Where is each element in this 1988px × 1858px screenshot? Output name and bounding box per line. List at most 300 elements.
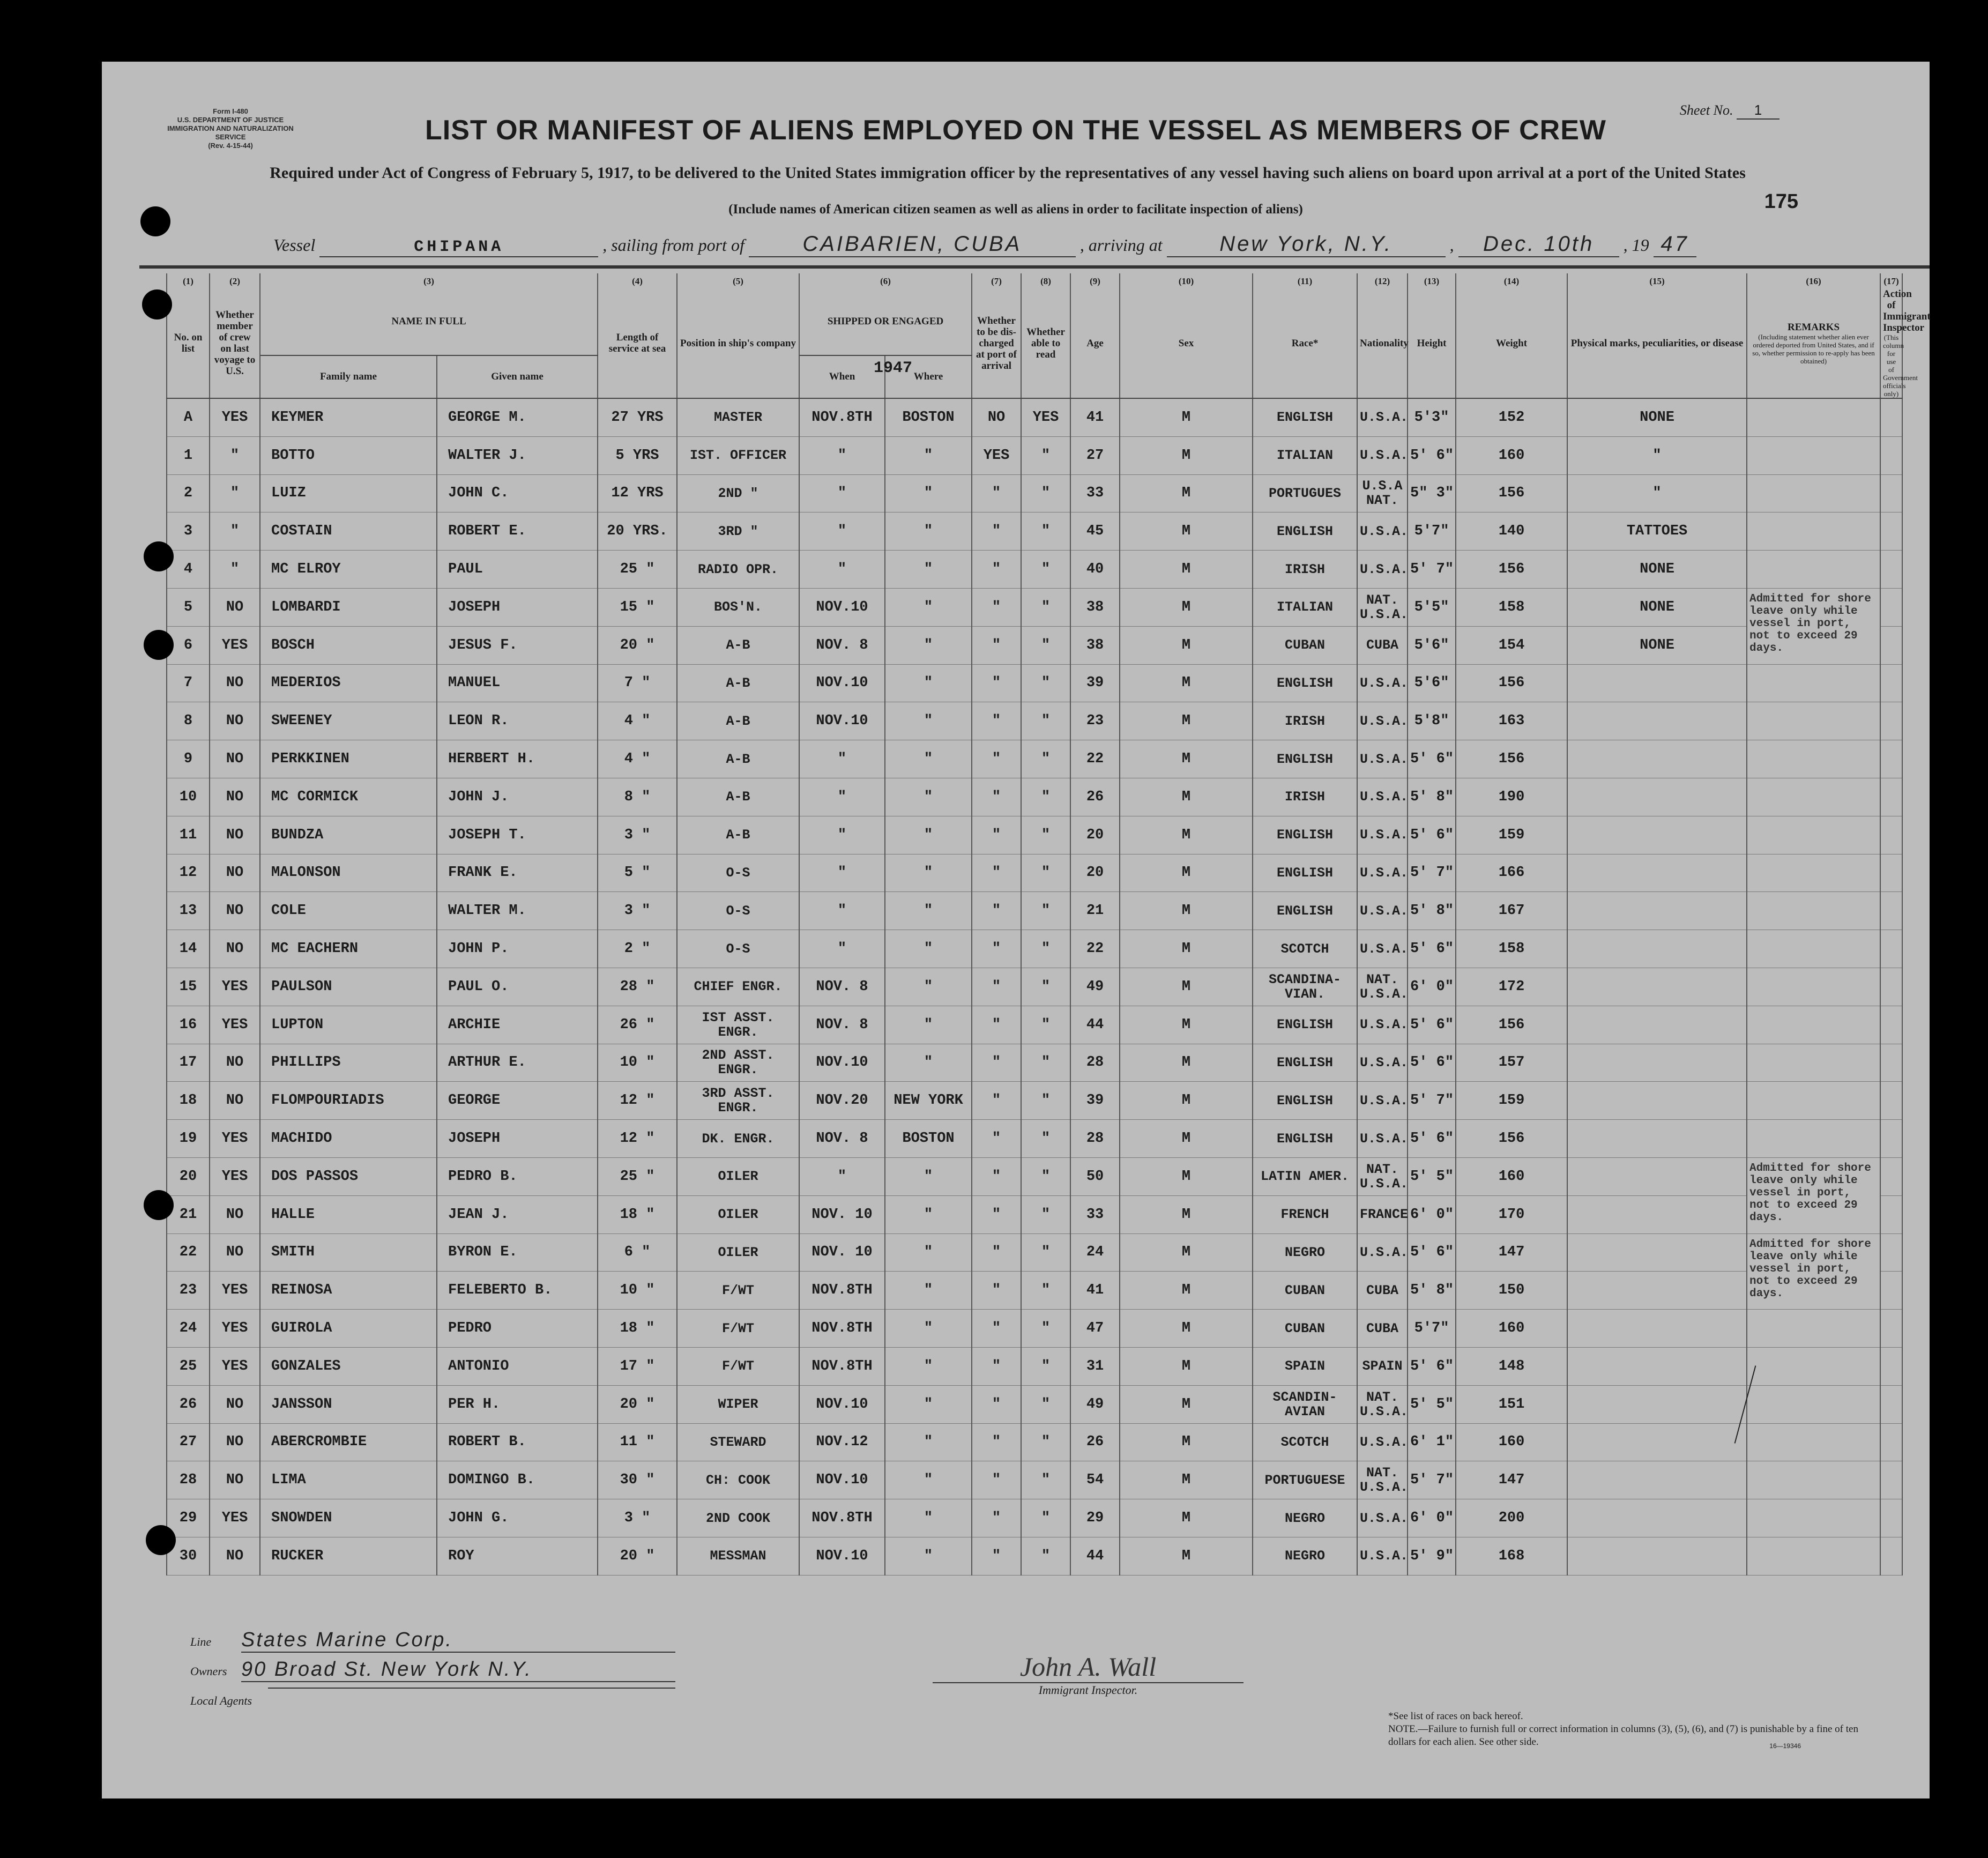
cell-weight: 158 [1456, 930, 1567, 968]
cell-remarks [1747, 1347, 1880, 1385]
cell-given-name: BYRON E. [437, 1233, 598, 1272]
cell-length-of-service: 20 " [598, 1385, 677, 1423]
cell-last-voyage: NO [210, 1044, 260, 1082]
cell-nationality: U.S.A. [1357, 740, 1408, 778]
cell-shipped-where: BOSTON [885, 1120, 972, 1158]
cell-last-voyage: " [210, 551, 260, 589]
cell-discharged: " [972, 1044, 1021, 1082]
cell-sex: M [1120, 1082, 1253, 1120]
cell-last-voyage: YES [210, 1499, 260, 1537]
cell-last-voyage: NO [210, 588, 260, 626]
cell-race: FRENCH [1253, 1195, 1357, 1233]
cell-weight: 156 [1456, 664, 1567, 702]
cell-given-name: PER H. [437, 1385, 598, 1423]
sheet-number-value: 1 [1737, 102, 1779, 120]
cell-row-number: A [167, 398, 210, 436]
cell-discharged: " [972, 512, 1021, 551]
crew-row [167, 1385, 1902, 1423]
cell-remarks [1747, 930, 1880, 968]
cell-row-number: 13 [167, 892, 210, 930]
col-number: (1) [167, 273, 210, 288]
cell-row-number: 21 [167, 1195, 210, 1233]
cell-discharged: " [972, 1537, 1021, 1575]
cell-length-of-service: 18 " [598, 1195, 677, 1233]
cell-inspector-action [1880, 436, 1902, 474]
cell-last-voyage: NO [210, 930, 260, 968]
cell-able-to-read: " [1021, 474, 1070, 512]
cell-family-name: COSTAIN [260, 512, 437, 551]
cell-height: 5' 6" [1408, 930, 1456, 968]
cell-position: MESSMAN [677, 1537, 799, 1575]
cell-height: 6' 0" [1408, 1195, 1456, 1233]
cell-family-name: PAULSON [260, 968, 437, 1006]
cell-family-name: SNOWDEN [260, 1499, 437, 1537]
cell-age: 20 [1070, 816, 1120, 854]
cell-length-of-service: 10 " [598, 1044, 677, 1082]
cell-inspector-action [1880, 626, 1902, 664]
cell-discharged: " [972, 1120, 1021, 1158]
owners-value: 90 Broad St. New York N.Y. [241, 1658, 675, 1682]
cell-last-voyage: NO [210, 740, 260, 778]
cell-length-of-service: 27 YRS [598, 398, 677, 436]
cell-inspector-action [1880, 1499, 1902, 1537]
cell-given-name: JOHN C. [437, 474, 598, 512]
cell-age: 24 [1070, 1233, 1120, 1272]
cell-nationality: U.S.A. [1357, 1537, 1408, 1575]
cell-position: A-B [677, 778, 799, 816]
cell-discharged: " [972, 1385, 1021, 1423]
cell-row-number: 11 [167, 816, 210, 854]
cell-able-to-read: " [1021, 1461, 1070, 1499]
cell-remarks [1747, 1082, 1880, 1120]
cell-family-name: MC EACHERN [260, 930, 437, 968]
cell-height: 5' 6" [1408, 816, 1456, 854]
cell-sex: M [1120, 930, 1253, 968]
cell-age: 27 [1070, 436, 1120, 474]
cell-race: IRISH [1253, 702, 1357, 740]
cell-given-name: DOMINGO B. [437, 1461, 598, 1499]
cell-able-to-read: " [1021, 1233, 1070, 1272]
cell-inspector-action [1880, 1157, 1902, 1195]
cell-row-number: 26 [167, 1385, 210, 1423]
col-number: (12) [1357, 273, 1408, 288]
cell-nationality: NAT. U.S.A. [1357, 1157, 1408, 1195]
crew-row [167, 551, 1902, 589]
cell-position: 3RD " [677, 512, 799, 551]
cell-inspector-action [1880, 778, 1902, 816]
cell-physical-marks [1567, 1461, 1747, 1499]
binder-hole [144, 630, 174, 660]
cell-sex: M [1120, 778, 1253, 816]
cell-inspector-action [1880, 892, 1902, 930]
cell-family-name: SMITH [260, 1233, 437, 1272]
crew-row [167, 1120, 1902, 1158]
cell-able-to-read: " [1021, 512, 1070, 551]
cell-family-name: MACHIDO [260, 1120, 437, 1158]
cell-given-name: JOSEPH [437, 1120, 598, 1158]
cell-sex: M [1120, 1537, 1253, 1575]
crew-row [167, 1310, 1902, 1348]
cell-inspector-action [1880, 702, 1902, 740]
header-position: Position in ship's company [677, 288, 799, 398]
cell-height: 5'5" [1408, 588, 1456, 626]
cell-age: 45 [1070, 512, 1120, 551]
cell-age: 28 [1070, 1044, 1120, 1082]
cell-inspector-action [1880, 1385, 1902, 1423]
crew-row [167, 588, 1902, 626]
cell-given-name: WALTER M. [437, 892, 598, 930]
department-name: U.S. DEPARTMENT OF JUSTICE [177, 116, 284, 124]
cell-able-to-read: " [1021, 1157, 1070, 1195]
vessel-label: Vessel [273, 235, 316, 255]
cell-shipped-when: NOV.8TH [799, 1272, 885, 1310]
local-agents-field [190, 1694, 683, 1715]
cell-physical-marks [1567, 740, 1747, 778]
cell-family-name: REINOSA [260, 1272, 437, 1310]
cell-height: 5'3" [1408, 398, 1456, 436]
cell-race: SCOTCH [1253, 930, 1357, 968]
cell-inspector-action [1880, 551, 1902, 589]
col-number: (16) [1747, 273, 1880, 288]
cell-position: CHIEF ENGR. [677, 968, 799, 1006]
col-number: (17) [1880, 273, 1902, 288]
crew-row [167, 626, 1902, 664]
cell-able-to-read: " [1021, 1120, 1070, 1158]
cell-discharged: " [972, 968, 1021, 1006]
header-rule [139, 265, 1930, 269]
cell-height: 5'7" [1408, 1310, 1456, 1348]
owners-field [190, 1658, 683, 1686]
crew-row [167, 398, 1902, 436]
cell-last-voyage: YES [210, 1272, 260, 1310]
cell-weight: 160 [1456, 1157, 1567, 1195]
cell-given-name: GEORGE M. [437, 398, 598, 436]
cell-physical-marks: NONE [1567, 398, 1747, 436]
cell-last-voyage: YES [210, 1157, 260, 1195]
cell-discharged: " [972, 702, 1021, 740]
cell-discharged: " [972, 1423, 1021, 1461]
cell-physical-marks [1567, 1499, 1747, 1537]
cell-race: CUBAN [1253, 1310, 1357, 1348]
inspector-signature: John A. Wall [933, 1651, 1244, 1683]
header-physical-marks: Physical marks, peculiarities, or disease [1567, 288, 1747, 398]
cell-length-of-service: 3 " [598, 892, 677, 930]
cell-position: MASTER [677, 398, 799, 436]
cell-age: 44 [1070, 1006, 1120, 1044]
cell-nationality: U.S.A. [1357, 664, 1408, 702]
cell-sex: M [1120, 1044, 1253, 1082]
cell-weight: 156 [1456, 551, 1567, 589]
cell-sex: M [1120, 1120, 1253, 1158]
cell-race: ENGLISH [1253, 816, 1357, 854]
crew-row [167, 1006, 1902, 1044]
cell-position: IST ASST. ENGR. [677, 1006, 799, 1044]
cell-position: A-B [677, 626, 799, 664]
cell-row-number: 7 [167, 664, 210, 702]
cell-row-number: 4 [167, 551, 210, 589]
port-to: New York, N.Y. [1167, 232, 1446, 257]
cell-height: 5' 8" [1408, 778, 1456, 816]
cell-last-voyage: YES [210, 1120, 260, 1158]
cell-shipped-when: NOV.10 [799, 1461, 885, 1499]
cell-length-of-service: 12 " [598, 1082, 677, 1120]
cell-age: 22 [1070, 930, 1120, 968]
cell-length-of-service: 4 " [598, 702, 677, 740]
cell-inspector-action [1880, 816, 1902, 854]
cell-length-of-service: 6 " [598, 1233, 677, 1272]
cell-shipped-where: " [885, 512, 972, 551]
cell-family-name: GONZALES [260, 1347, 437, 1385]
cell-height: 5" 3" [1408, 474, 1456, 512]
cell-inspector-action [1880, 740, 1902, 778]
header-shipped-engaged: SHIPPED OR ENGAGED [799, 288, 972, 355]
cell-shipped-where: " [885, 854, 972, 892]
cell-length-of-service: 10 " [598, 1272, 677, 1310]
cell-race: SPAIN [1253, 1347, 1357, 1385]
cell-family-name: MEDERIOS [260, 664, 437, 702]
document-title: LIST OR MANIFEST OF ALIENS EMPLOYED ON THE VESSEL AS MEMBERS OF CREW [425, 115, 1606, 146]
cell-shipped-when: NOV.8TH [799, 1499, 885, 1537]
cell-age: 29 [1070, 1499, 1120, 1537]
cell-inspector-action [1880, 1537, 1902, 1575]
cell-age: 23 [1070, 702, 1120, 740]
cell-nationality: SPAIN [1357, 1347, 1408, 1385]
cell-position: OILER [677, 1157, 799, 1195]
header-sex: Sex [1120, 288, 1253, 398]
cell-row-number: 24 [167, 1310, 210, 1348]
cell-family-name: PERKKINEN [260, 740, 437, 778]
cell-position: A-B [677, 816, 799, 854]
footer-notes [1388, 1710, 1881, 1749]
cell-age: 33 [1070, 474, 1120, 512]
cell-sex: M [1120, 892, 1253, 930]
cell-position: 3RD ASST. ENGR. [677, 1082, 799, 1120]
cell-nationality: U.S.A. [1357, 854, 1408, 892]
cell-age: 41 [1070, 398, 1120, 436]
cell-height: 5' 7" [1408, 1082, 1456, 1120]
cell-last-voyage: " [210, 512, 260, 551]
cell-inspector-action [1880, 1006, 1902, 1044]
remarks-note: (Including statement whether alien ever ordered deported from United States, and if so, whether permission to re-apply has been obtained) [1752, 332, 1875, 365]
cell-given-name: ROBERT E. [437, 512, 598, 551]
cell-able-to-read: " [1021, 1537, 1070, 1575]
cell-position: STEWARD [677, 1423, 799, 1461]
cell-discharged: " [972, 551, 1021, 589]
cell-length-of-service: 25 " [598, 1157, 677, 1195]
header-last-voyage: Whether member of crew on last voyage to U.S. [210, 288, 260, 398]
col-number: (9) [1070, 273, 1120, 288]
cell-row-number: 5 [167, 588, 210, 626]
binder-hole [146, 1525, 176, 1555]
manifest-rows [167, 398, 1902, 1575]
sailing-label: , sailing from port of [602, 235, 744, 255]
cell-race: NEGRO [1253, 1233, 1357, 1272]
cell-shipped-where: " [885, 551, 972, 589]
service-name: IMMIGRATION AND NATURALIZATION SERVICE [167, 124, 294, 141]
cell-age: 39 [1070, 664, 1120, 702]
cell-inspector-action [1880, 854, 1902, 892]
cell-able-to-read: " [1021, 436, 1070, 474]
cell-physical-marks [1567, 930, 1747, 968]
cell-shipped-when: NOV.10 [799, 1044, 885, 1082]
cell-sex: M [1120, 1157, 1253, 1195]
cell-race: ENGLISH [1253, 740, 1357, 778]
col-number: (6) [799, 273, 972, 288]
cell-physical-marks [1567, 778, 1747, 816]
cell-race: SCANDIN-AVIAN [1253, 1385, 1357, 1423]
crew-row [167, 1082, 1902, 1120]
cell-inspector-action [1880, 474, 1902, 512]
cell-physical-marks [1567, 1310, 1747, 1348]
cell-inspector-action [1880, 1310, 1902, 1348]
cell-race: ENGLISH [1253, 892, 1357, 930]
cell-age: 54 [1070, 1461, 1120, 1499]
cell-sex: M [1120, 702, 1253, 740]
cell-race: ENGLISH [1253, 1120, 1357, 1158]
cell-last-voyage: NO [210, 1233, 260, 1272]
cell-shipped-when: NOV.20 [799, 1082, 885, 1120]
cell-physical-marks [1567, 1272, 1747, 1310]
cell-given-name: JOSEPH [437, 588, 598, 626]
cell-length-of-service: 28 " [598, 968, 677, 1006]
cell-discharged: " [972, 664, 1021, 702]
cell-remarks [1747, 740, 1880, 778]
cell-age: 49 [1070, 1385, 1120, 1423]
cell-able-to-read: " [1021, 588, 1070, 626]
document-subnote: (Include names of American citizen seamen as well as aliens in order to facilitate inspection of aliens) [728, 202, 1303, 217]
cell-nationality: NAT. U.S.A. [1357, 1461, 1408, 1499]
cell-length-of-service: 26 " [598, 1006, 677, 1044]
cell-shipped-when: " [799, 892, 885, 930]
col-number: (10) [1120, 273, 1253, 288]
cell-length-of-service: 18 " [598, 1310, 677, 1348]
cell-last-voyage: NO [210, 1461, 260, 1499]
cell-height: 5'8" [1408, 702, 1456, 740]
cell-sex: M [1120, 398, 1253, 436]
cell-row-number: 2 [167, 474, 210, 512]
cell-row-number: 12 [167, 854, 210, 892]
manifest-sheet [102, 62, 1930, 1798]
cell-sex: M [1120, 816, 1253, 854]
cell-shipped-where: " [885, 436, 972, 474]
cell-race: ITALIAN [1253, 436, 1357, 474]
cell-weight: 157 [1456, 1044, 1567, 1082]
cell-weight: 156 [1456, 474, 1567, 512]
col-number: (4) [598, 273, 677, 288]
cell-shipped-where: " [885, 778, 972, 816]
cell-discharged: NO [972, 398, 1021, 436]
cell-physical-marks [1567, 1082, 1747, 1120]
cell-shipped-where: " [885, 1537, 972, 1575]
cell-shipped-where: NEW YORK [885, 1082, 972, 1120]
cell-physical-marks: NONE [1567, 626, 1747, 664]
column-header-row [167, 288, 1902, 355]
vessel-line: Vessel CHIPANA , sailing from port of CAIBARIEN, CUBA , arriving at New York, N.Y. , Dec. 10th , 19 47 [273, 232, 1860, 257]
cell-shipped-where: " [885, 1310, 972, 1348]
cell-age: 22 [1070, 740, 1120, 778]
cell-last-voyage: NO [210, 1195, 260, 1233]
year-prefix: , 19 [1623, 235, 1649, 255]
cell-given-name: JOHN J. [437, 778, 598, 816]
cell-length-of-service: 3 " [598, 1499, 677, 1537]
cell-remarks [1747, 436, 1880, 474]
cell-remarks [1747, 1385, 1880, 1423]
vessel-name: CHIPANA [319, 238, 598, 257]
cell-given-name: PAUL O. [437, 968, 598, 1006]
cell-family-name: PHILLIPS [260, 1044, 437, 1082]
cell-height: 5' 6" [1408, 436, 1456, 474]
cell-height: 5' 9" [1408, 1537, 1456, 1575]
cell-remarks [1747, 1044, 1880, 1082]
cell-row-number: 18 [167, 1082, 210, 1120]
cell-position: A-B [677, 664, 799, 702]
cell-discharged: " [972, 474, 1021, 512]
cell-remarks [1747, 702, 1880, 740]
cell-given-name: ARCHIE [437, 1006, 598, 1044]
cell-shipped-when: " [799, 740, 885, 778]
cell-row-number: 23 [167, 1272, 210, 1310]
owners-label: Owners [190, 1664, 227, 1678]
cell-weight: 147 [1456, 1233, 1567, 1272]
cell-able-to-read: " [1021, 854, 1070, 892]
cell-height: 5' 7" [1408, 1461, 1456, 1499]
arriving-label: , arriving at [1079, 235, 1163, 255]
cell-shipped-where: " [885, 1461, 972, 1499]
cell-discharged: " [972, 1157, 1021, 1195]
crew-row [167, 1272, 1902, 1310]
cell-physical-marks [1567, 1423, 1747, 1461]
cell-able-to-read: " [1021, 1044, 1070, 1082]
cell-position: F/WT [677, 1310, 799, 1348]
cell-sex: M [1120, 740, 1253, 778]
cell-row-number: 10 [167, 778, 210, 816]
cell-length-of-service: 11 " [598, 1423, 677, 1461]
cell-position: A-B [677, 740, 799, 778]
local-agents-label: Local Agents [190, 1694, 252, 1707]
header-where: Where [885, 355, 972, 398]
cell-age: 20 [1070, 854, 1120, 892]
cell-discharged: YES [972, 436, 1021, 474]
cell-shipped-when: NOV.10 [799, 588, 885, 626]
crew-row [167, 854, 1902, 892]
cell-weight: 151 [1456, 1385, 1567, 1423]
cell-race: ENGLISH [1253, 1006, 1357, 1044]
cell-position: OILER [677, 1233, 799, 1272]
cell-shipped-when: " [799, 512, 885, 551]
cell-sex: M [1120, 1423, 1253, 1461]
cell-physical-marks: " [1567, 474, 1747, 512]
binder-hole [142, 289, 172, 319]
cell-shipped-where: " [885, 664, 972, 702]
cell-given-name: ARTHUR E. [437, 1044, 598, 1082]
cell-last-voyage: YES [210, 1006, 260, 1044]
cell-race: PORTUGUES [1253, 474, 1357, 512]
cell-shipped-when: " [799, 854, 885, 892]
cell-physical-marks [1567, 854, 1747, 892]
cell-remarks [1747, 816, 1880, 854]
crew-row [167, 664, 1902, 702]
cell-family-name: BUNDZA [260, 816, 437, 854]
cell-family-name: LOMBARDI [260, 588, 437, 626]
cell-shipped-where: " [885, 740, 972, 778]
cell-given-name: ANTONIO [437, 1347, 598, 1385]
cell-given-name: GEORGE [437, 1082, 598, 1120]
cell-race: IRISH [1253, 551, 1357, 589]
cell-sex: M [1120, 474, 1253, 512]
cell-discharged: " [972, 816, 1021, 854]
cell-weight: 160 [1456, 436, 1567, 474]
cell-age: 28 [1070, 1120, 1120, 1158]
